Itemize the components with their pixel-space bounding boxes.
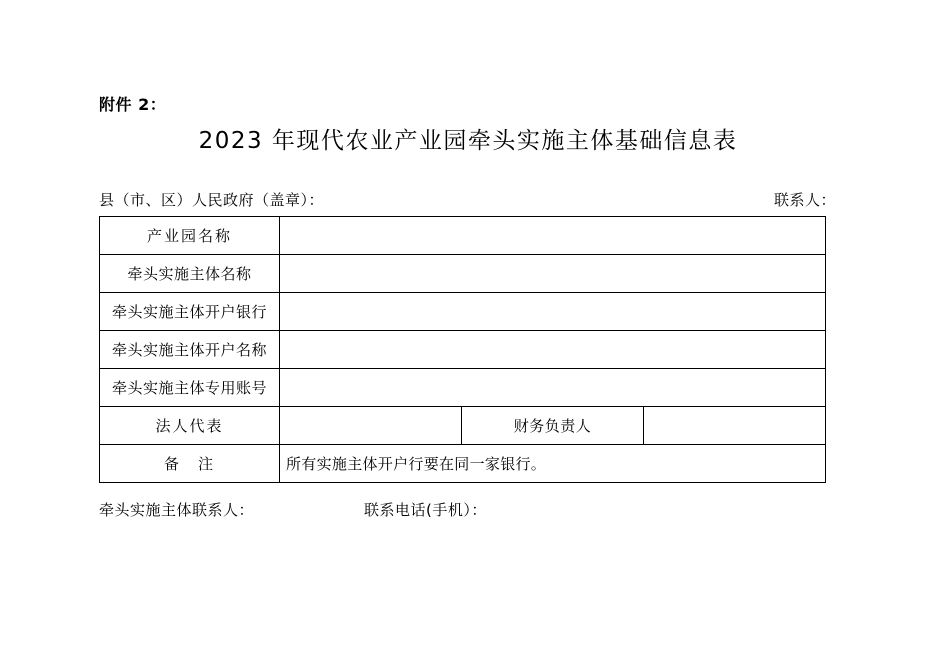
footer-contact-line <box>99 499 839 520</box>
row-label-lead-entity-name: 牵头实施主体名称 <box>100 255 280 293</box>
row-value-lead-entity-bank[interactable] <box>280 293 826 331</box>
government-seal-label: 县（市、区）人民政府（盖章）： <box>99 191 325 209</box>
row-value-account-number[interactable] <box>280 369 826 407</box>
lead-entity-contact-label: 牵头实施主体联系人： <box>99 501 255 519</box>
attachment-label: 附件 2： <box>99 95 167 114</box>
table-row <box>100 407 826 445</box>
row-value-finance-officer[interactable] <box>644 407 826 445</box>
table-row <box>100 293 826 331</box>
page-title: 2023 年现代农业产业园牵头实施主体基础信息表 <box>198 128 738 154</box>
row-value-remark[interactable]: 所有实施主体开户行要在同一家银行。 <box>280 445 826 483</box>
table-row <box>100 255 826 293</box>
row-value-account-name[interactable] <box>280 331 826 369</box>
row-label-account-name: 牵头实施主体开户名称 <box>100 331 280 369</box>
contact-person-label: 联系人： <box>774 191 837 209</box>
row-label-finance-officer: 财务负责人 <box>462 407 644 445</box>
row-label-remark: 备 注 <box>100 445 280 483</box>
table-row <box>100 217 826 255</box>
contact-phone-label: 联系电话(手机）： <box>364 501 487 519</box>
table-row <box>100 331 826 369</box>
row-label-lead-entity-bank: 牵头实施主体开户银行 <box>100 293 280 331</box>
info-table <box>99 216 826 483</box>
row-label-park-name: 产业园名称 <box>100 217 280 255</box>
subheader <box>99 189 839 210</box>
row-value-legal-representative[interactable] <box>280 407 462 445</box>
table-row <box>100 369 826 407</box>
row-label-legal-representative: 法人代表 <box>100 407 280 445</box>
row-value-lead-entity-name[interactable] <box>280 255 826 293</box>
row-value-park-name[interactable] <box>280 217 826 255</box>
table-row <box>100 445 826 483</box>
row-label-account-number: 牵头实施主体专用账号 <box>100 369 280 407</box>
